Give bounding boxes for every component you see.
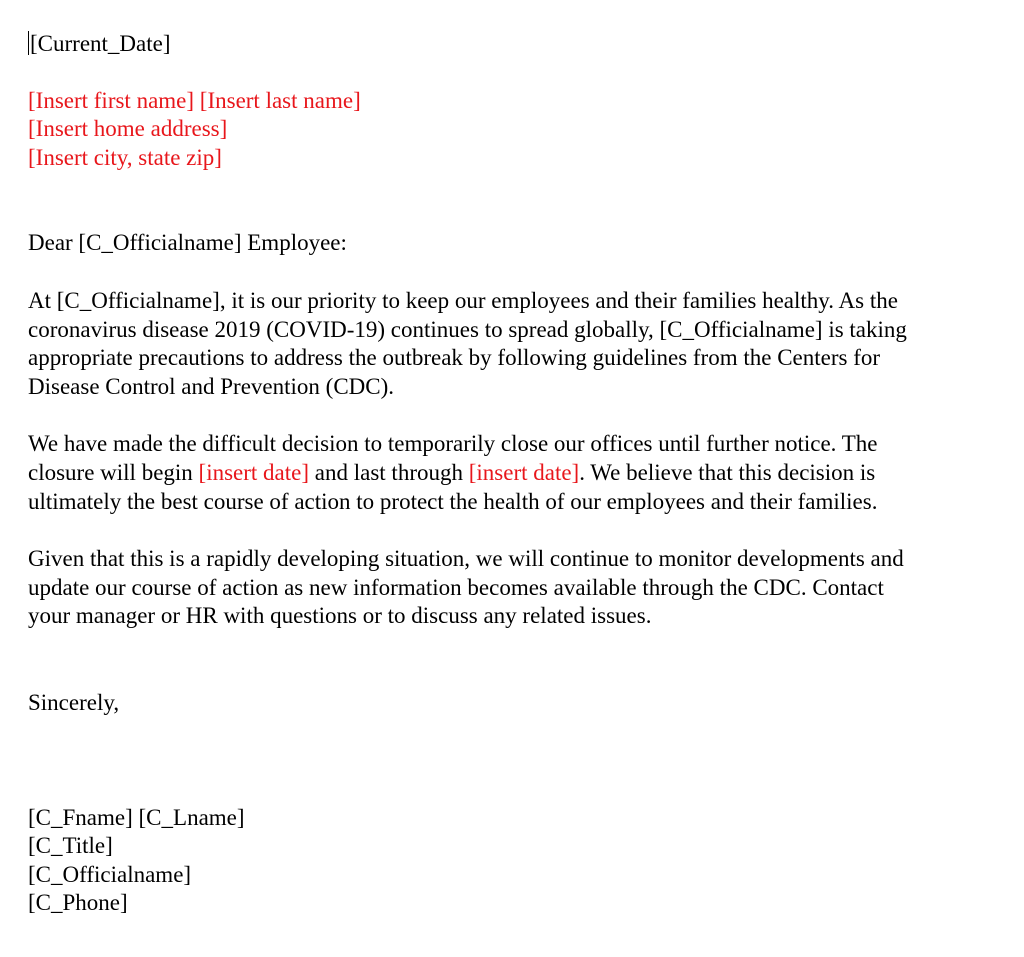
spacer [28, 401, 998, 430]
paragraph-1 [28, 287, 998, 401]
spacer [28, 516, 998, 545]
signature-last-name: [C_Lname] [138, 804, 245, 830]
recipient-first-name: [Insert first name] [28, 87, 195, 113]
spacer [28, 718, 998, 804]
paragraph-3-line: Given that this is a rapidly developing situation, we will continue to monitor developments and [28, 546, 904, 572]
closing: Sincerely, [28, 689, 120, 715]
signature-title: [C_Title] [28, 833, 113, 859]
date-placeholder: [Current_Date] [30, 31, 171, 56]
paragraph-2-line: We have made the difficult decision to temporarily close our offices until further notice. The [28, 431, 878, 457]
signature-phone: [C_Phone] [28, 890, 128, 916]
paragraph-1-line: appropriate precautions to address the outbreak by following guidelines from the Centers for [28, 345, 881, 371]
closure-start-date-placeholder: [insert date] [198, 459, 310, 485]
signature-name-line [28, 804, 998, 833]
spacer [28, 631, 998, 689]
paragraph-1-line: At [C_Officialname], it is our priority to keep our employees and their families healthy. As the [28, 287, 898, 313]
paragraph-2-line: ultimately the best course of action to protect the health of our employees and their families. [28, 488, 878, 514]
spacer [28, 172, 998, 229]
signature-officialname: [C_Officialname] [28, 861, 192, 887]
paragraph-3-line: your manager or HR with questions or to discuss any related issues. [28, 603, 652, 629]
paragraph-1-line: Disease Control and Prevention (CDC). [28, 373, 395, 399]
paragraph-2-line [28, 459, 998, 488]
text-fragment: . We believe that this decision is [579, 459, 876, 485]
closure-end-date-placeholder: [insert date] [468, 459, 580, 485]
letter-document [28, 30, 998, 918]
spacer [28, 258, 998, 287]
spacer [28, 59, 998, 87]
paragraph-1-line: coronavirus disease 2019 (COVID-19) continues to spread globally, [C_Officialname] is taking [28, 316, 907, 342]
recipient-name-line [28, 87, 998, 116]
date-line [28, 30, 998, 59]
recipient-last-name: [Insert last name] [199, 87, 361, 113]
signature-first-name: [C_Fname] [28, 804, 133, 830]
text-fragment: and last through [309, 459, 469, 485]
signature-block [28, 804, 998, 918]
recipient-block [28, 87, 998, 173]
recipient-address: [Insert home address] [28, 116, 228, 142]
recipient-city-state-zip: [Insert city, state zip] [28, 144, 222, 170]
text-cursor [28, 31, 29, 55]
paragraph-2 [28, 430, 998, 516]
paragraph-3 [28, 545, 998, 631]
salutation: Dear [C_Officialname] Employee: [28, 230, 347, 256]
paragraph-3-line: update our course of action as new information becomes available through the CDC. Contact [28, 574, 884, 600]
text-fragment: closure will begin [28, 459, 199, 485]
